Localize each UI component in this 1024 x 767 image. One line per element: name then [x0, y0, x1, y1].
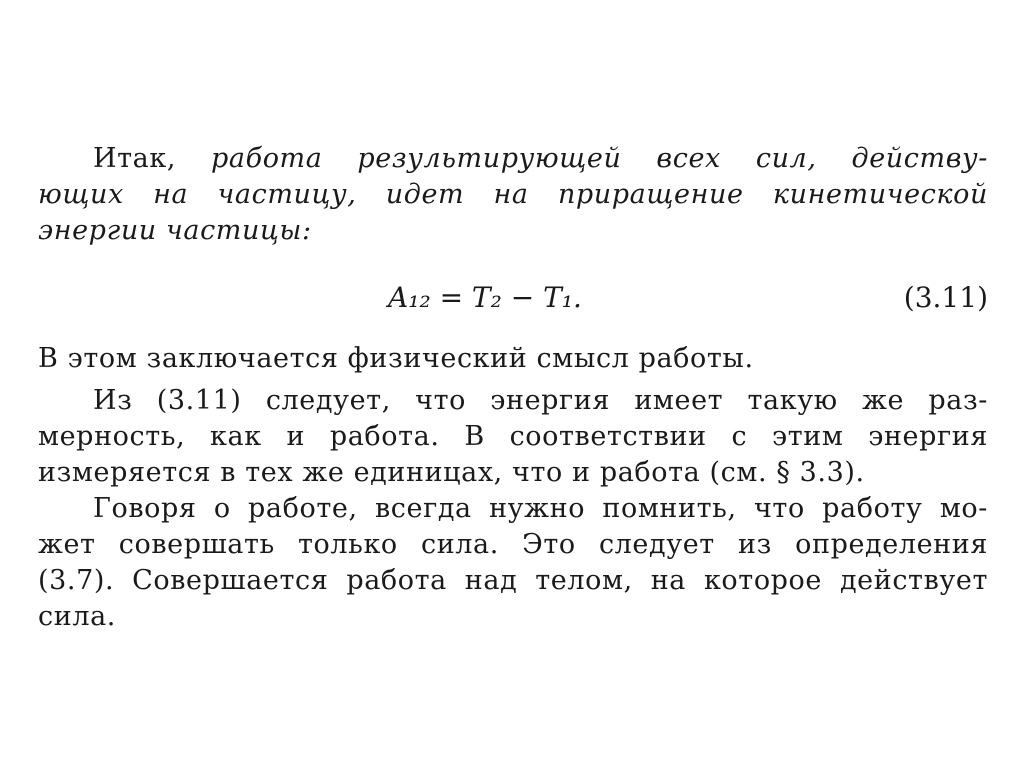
equation-3-11	[38, 279, 988, 317]
paragraph-1-line-3: энергии частицы:	[38, 215, 312, 246]
paragraph-3-line-1: Из (3.11) следует, что энергия имеет такую же раз-	[93, 385, 988, 416]
paragraph-4-line-2: жет совершать только сила. Это следует из определения	[38, 529, 988, 560]
paragraph-4-line-1: Говоря о работе, всегда нужно помнить, что работу мо-	[93, 493, 988, 524]
lead-word: Итак,	[93, 143, 177, 174]
equation-number: (3.11)	[903, 281, 988, 314]
paragraph-1-line-1	[93, 142, 988, 176]
paragraph-2-line-1: В этом заключается физический смысл работы.	[38, 343, 754, 374]
paragraph-3-line-2: мерность, как и работа. В соответствии с этим энергия	[38, 421, 988, 452]
paragraph-4-line-3: (3.7). Совершается работа над телом, на которое действует	[38, 565, 988, 596]
paragraph-1-line-2: ющих на частицу, идет на приращение кинетической	[38, 179, 988, 210]
emphasized-definition: работа результирующей всех сил, действу-	[211, 143, 989, 174]
equation-expression: A₁₂ = T₂ − T₁.	[388, 281, 582, 314]
paragraph-4-line-4: сила.	[38, 601, 116, 632]
paragraph-3-line-3: измеряется в тех же единицах, что и работа (см. § 3.3).	[38, 457, 865, 488]
